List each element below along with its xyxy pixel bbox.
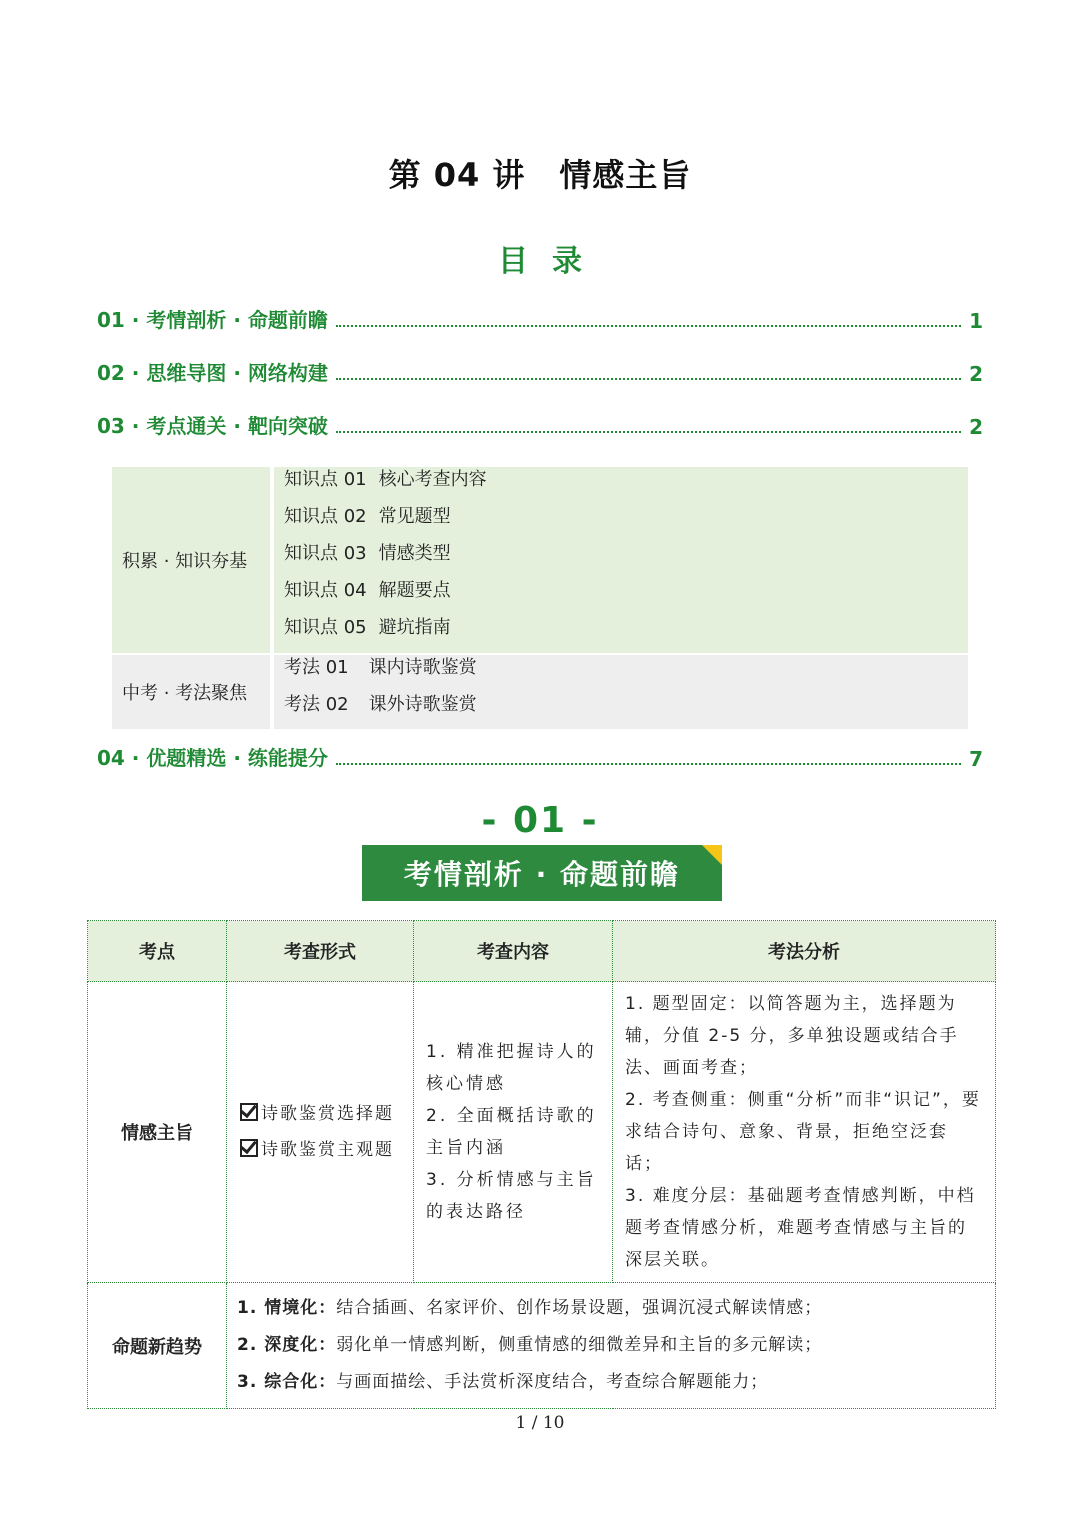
knowledge-label: 积累 · 知识夯基 — [112, 467, 270, 653]
analysis-item: 2. 考查侧重：侧重“分析”而非“识记”，要求结合诗句、意象、背景，拒绝空泛套话； — [625, 1090, 981, 1174]
toc-item-page: 2 — [969, 415, 983, 439]
exam-analysis-table — [87, 920, 996, 1409]
exam-item[interactable]: 考法 02 课外诗歌鉴赏 — [284, 694, 477, 715]
trend-cell — [227, 1283, 996, 1409]
form-item: 诗歌鉴赏主观题 — [228, 1132, 412, 1168]
trend-label: 命题新趋势 — [88, 1283, 227, 1409]
header-topic: 考点 — [88, 921, 227, 982]
exam-item[interactable]: 考法 01 课内诗歌鉴赏 — [284, 657, 477, 678]
trend-item: 3. 综合化：与画面描绘、手法赏析深度结合，考查综合解题能力； — [237, 1372, 769, 1392]
knowledge-item[interactable]: 知识点 01 核心考查内容 — [284, 469, 487, 490]
trend-item: 2. 深度化：弱化单一情感判断，侧重情感的细微差异和主旨的多元解读； — [237, 1335, 823, 1355]
section-number: - 01 - — [481, 800, 599, 841]
content-item: 2. 全面概括诗歌的主旨内涵 — [426, 1106, 597, 1158]
knowledge-item[interactable]: 知识点 03 情感类型 — [284, 543, 451, 564]
content-item: 3. 分析情感与主旨的表达路径 — [426, 1170, 597, 1222]
form-item: 诗歌鉴赏选择题 — [228, 1096, 412, 1132]
toc-knowledge-block — [112, 467, 968, 653]
header-form: 考查形式 — [227, 921, 414, 982]
toc-exam-block — [112, 655, 968, 729]
header-analysis: 考法分析 — [613, 921, 996, 982]
table-row — [88, 982, 996, 1283]
section-banner — [362, 845, 722, 901]
toc-item-01[interactable] — [97, 305, 983, 333]
toc-item-page: 2 — [969, 362, 983, 386]
knowledge-item[interactable]: 知识点 02 常见题型 — [284, 506, 451, 527]
checkbox-checked-icon — [240, 1139, 258, 1157]
toc-item-label: 03 · 考点通关 · 靶向突破 — [97, 414, 328, 438]
exam-label: 中考 · 考法聚焦 — [112, 655, 270, 729]
table-header-row — [88, 921, 996, 982]
content-cell — [414, 982, 613, 1283]
analysis-item: 1. 题型固定：以简答题为主，选择题为辅，分值 2-5 分，多单独设题或结合手法、画面考查； — [625, 994, 959, 1078]
lesson-number: 第 04 讲 — [388, 156, 526, 194]
form-cell — [227, 982, 414, 1283]
analysis-item: 3. 难度分层：基础题考查情感判断，中档题考查情感分析，难题考查情感与主旨的深层关联。 — [625, 1186, 976, 1270]
trend-item: 1. 情境化：结合插画、名家评价、创作场景设题，强调沉浸式解读情感； — [237, 1298, 823, 1318]
toc-heading: 目录 — [498, 244, 606, 279]
toc-item-label: 04 · 优题精选 · 练能提分 — [97, 746, 328, 770]
knowledge-item[interactable]: 知识点 04 解题要点 — [284, 580, 451, 601]
toc-leader-dots — [336, 325, 961, 327]
content-item: 1. 精准把握诗人的核心情感 — [426, 1042, 597, 1094]
toc-item-label: 02 · 思维导图 · 网络构建 — [97, 361, 328, 385]
topic-cell: 情感主旨 — [88, 982, 227, 1283]
analysis-cell — [613, 982, 996, 1283]
page-title — [0, 150, 1080, 196]
toc-leader-dots — [336, 763, 961, 765]
knowledge-item[interactable]: 知识点 05 避坑指南 — [284, 617, 451, 638]
toc-item-02[interactable] — [97, 358, 983, 386]
toc-item-label: 01 · 考情剖析 · 命题前瞻 — [97, 308, 328, 332]
toc-item-page: 7 — [969, 747, 983, 771]
section-banner-text: 考情剖析 · 命题前瞻 — [403, 858, 681, 891]
trend-row — [88, 1283, 996, 1409]
page-number: 1 / 10 — [515, 1413, 565, 1433]
toc-item-page: 1 — [969, 309, 983, 333]
lesson-topic: 情感主旨 — [559, 156, 692, 194]
banner-corner-accent — [702, 845, 722, 865]
toc-leader-dots — [336, 431, 961, 433]
toc-item-03[interactable] — [97, 411, 983, 439]
checkbox-checked-icon — [240, 1103, 258, 1121]
header-content: 考查内容 — [414, 921, 613, 982]
toc-leader-dots — [336, 378, 961, 380]
toc-item-04[interactable] — [97, 743, 983, 771]
